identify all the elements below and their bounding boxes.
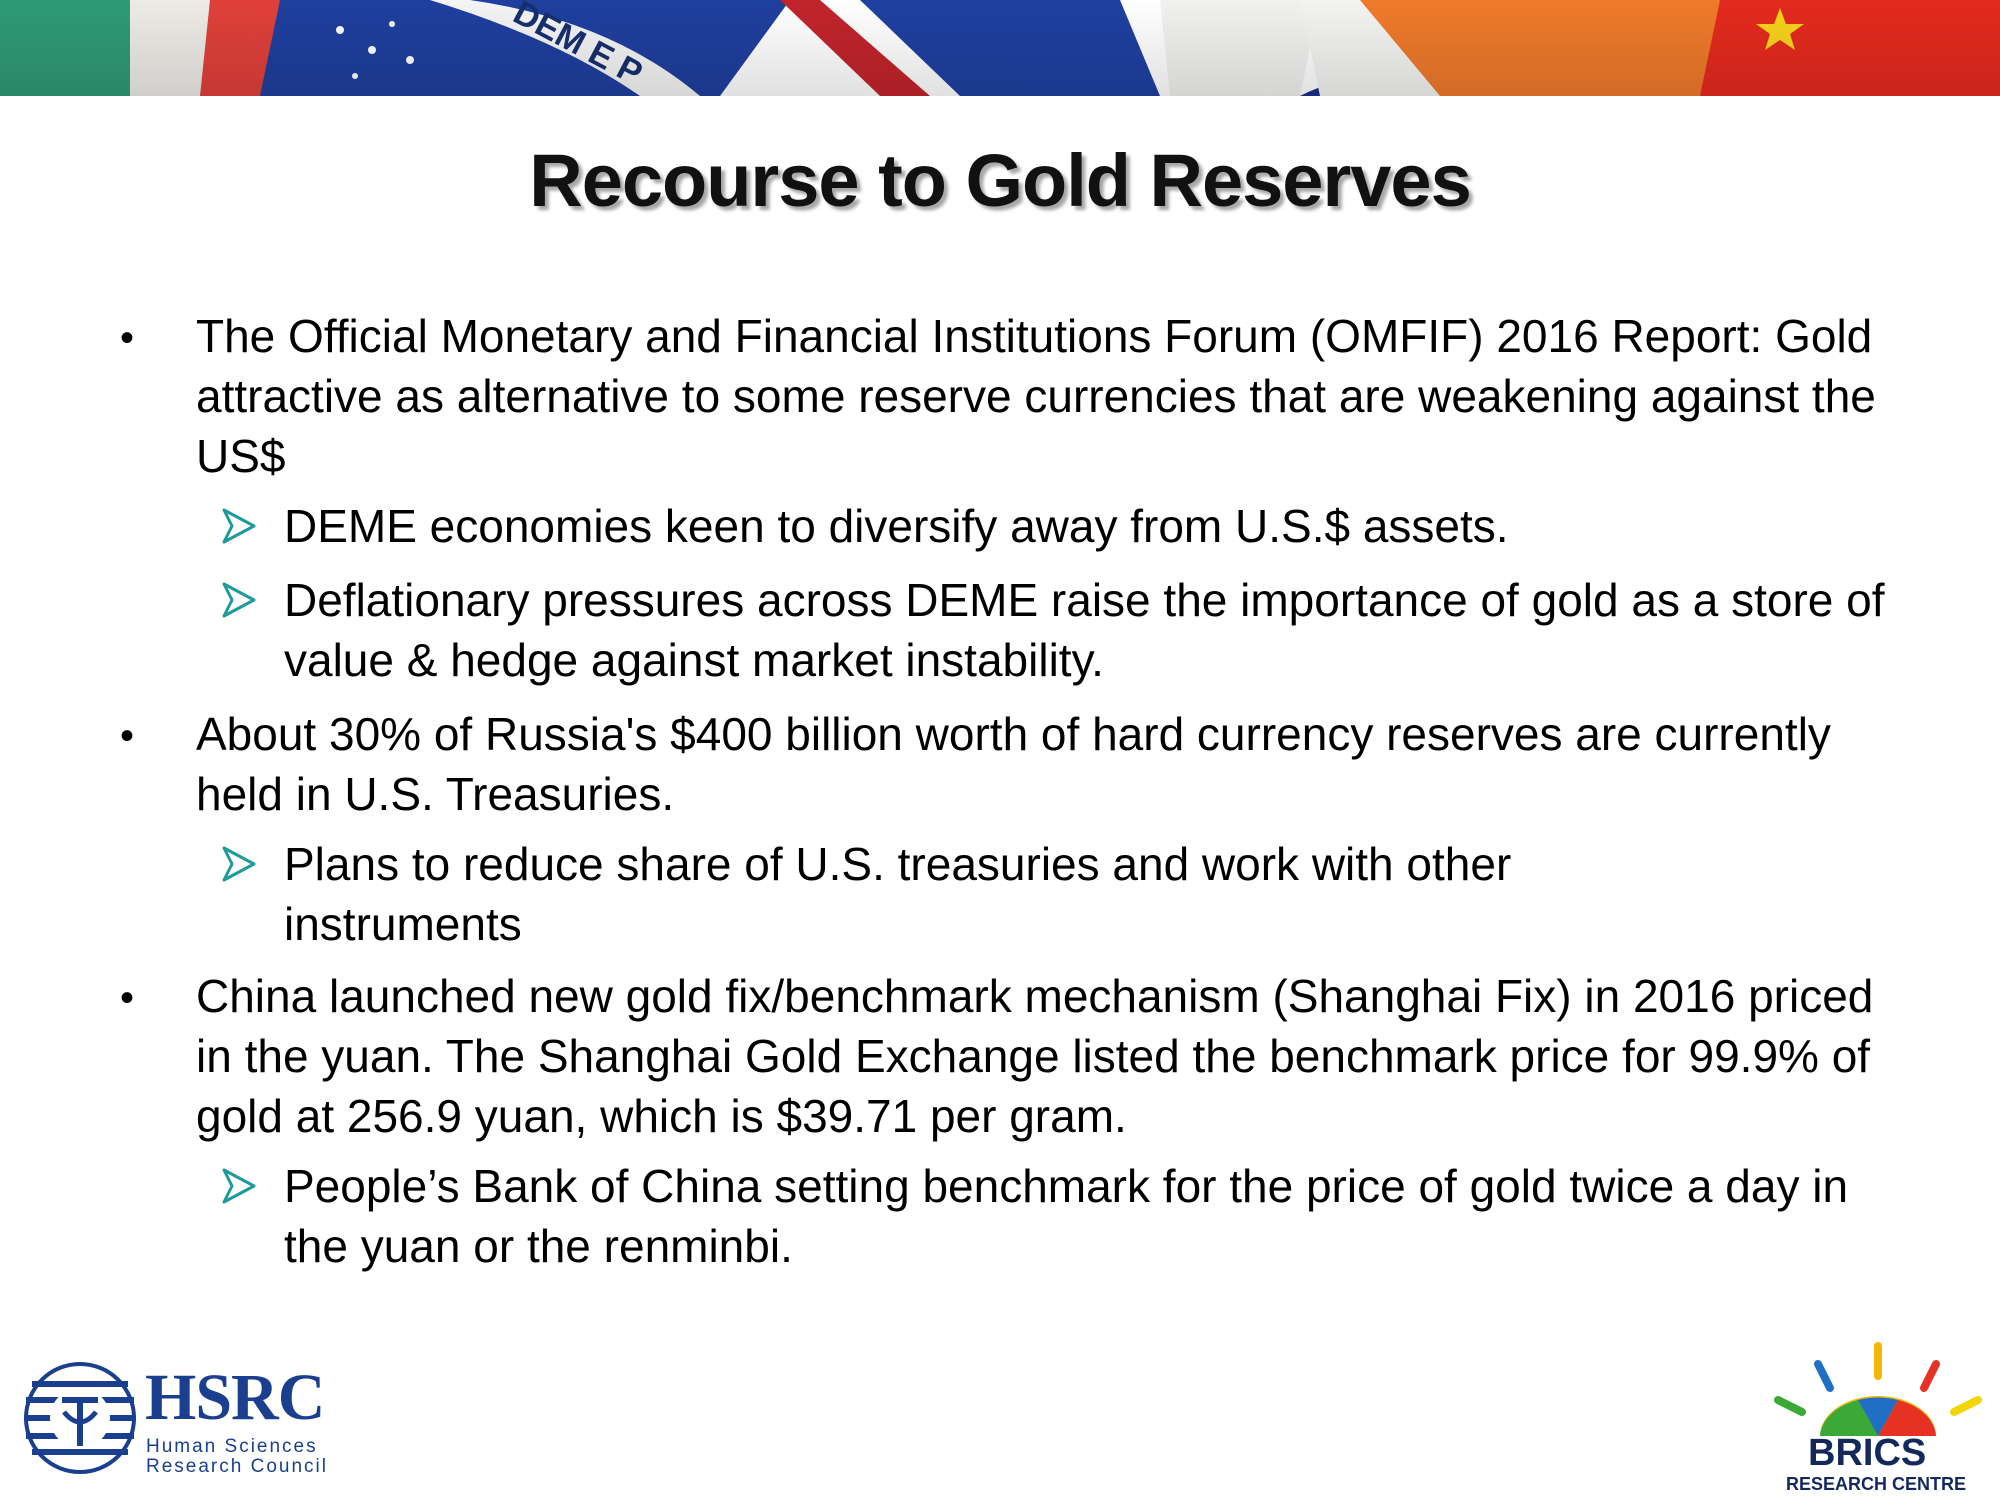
- list-item-text: DEME economies keen to diversify away from U.S.$ assets.: [284, 500, 1509, 552]
- bullet-marker: •: [120, 714, 135, 758]
- list-item: [196, 306, 1896, 486]
- hsrc-line1: Human Sciences: [146, 1436, 318, 1457]
- hsrc-name: HSRC: [145, 1361, 325, 1434]
- list-item-text: Deflationary pressures across DEME raise the importance of gold as a store of value & hedge against market instability.: [284, 574, 1885, 686]
- list-item: [196, 704, 1896, 824]
- list-item: [284, 570, 1904, 690]
- list-item-text: China launched new gold fix/benchmark mechanism (Shanghai Fix) in 2016 priced in the yuan. The Shanghai Gold Exchange listed the benchmark price for 99.9% of gold at 256.9 yuan, which is $39.71 per gram.: [196, 970, 1874, 1142]
- brics-name: BRICS: [1808, 1432, 1927, 1474]
- hsrc-globe-icon: [22, 1360, 138, 1476]
- slide-title: Recourse to Gold Reserves: [529, 139, 1471, 222]
- list-item: [284, 834, 1684, 954]
- arrow-bullet-icon: [222, 1166, 258, 1206]
- bullet-marker: •: [120, 976, 135, 1020]
- brics-logo: [1768, 1340, 1990, 1494]
- flag-banner: [0, 0, 2000, 96]
- hsrc-logo: [22, 1360, 342, 1480]
- list-item-text: About 30% of Russia's $400 billion worth of hard currency reserves are currently held in U.S. Treasuries.: [196, 708, 1831, 820]
- list-item: [284, 1156, 1904, 1276]
- list-item-text: People’s Bank of China setting benchmark for the price of gold twice a day in the yuan or the renminbi.: [284, 1160, 1849, 1272]
- list-item: [196, 966, 1916, 1146]
- arrow-bullet-icon: [222, 844, 258, 884]
- brics-rays-icon: [1768, 1340, 1990, 1440]
- list-item-text: Plans to reduce share of U.S. treasuries and work with other instruments: [284, 838, 1512, 950]
- hsrc-line2: Research Council: [146, 1456, 328, 1477]
- list-item-text: The Official Monetary and Financial Institutions Forum (OMFIF) 2016 Report: Gold attractive as alternative to some reserve currencies that are weakening against the US$: [196, 310, 1876, 482]
- arrow-bullet-icon: [222, 580, 258, 620]
- arrow-bullet-icon: [222, 506, 258, 546]
- brics-subtitle: RESEARCH CENTRE: [1786, 1474, 1967, 1494]
- bullet-marker: •: [120, 316, 135, 360]
- list-item: [284, 496, 1904, 556]
